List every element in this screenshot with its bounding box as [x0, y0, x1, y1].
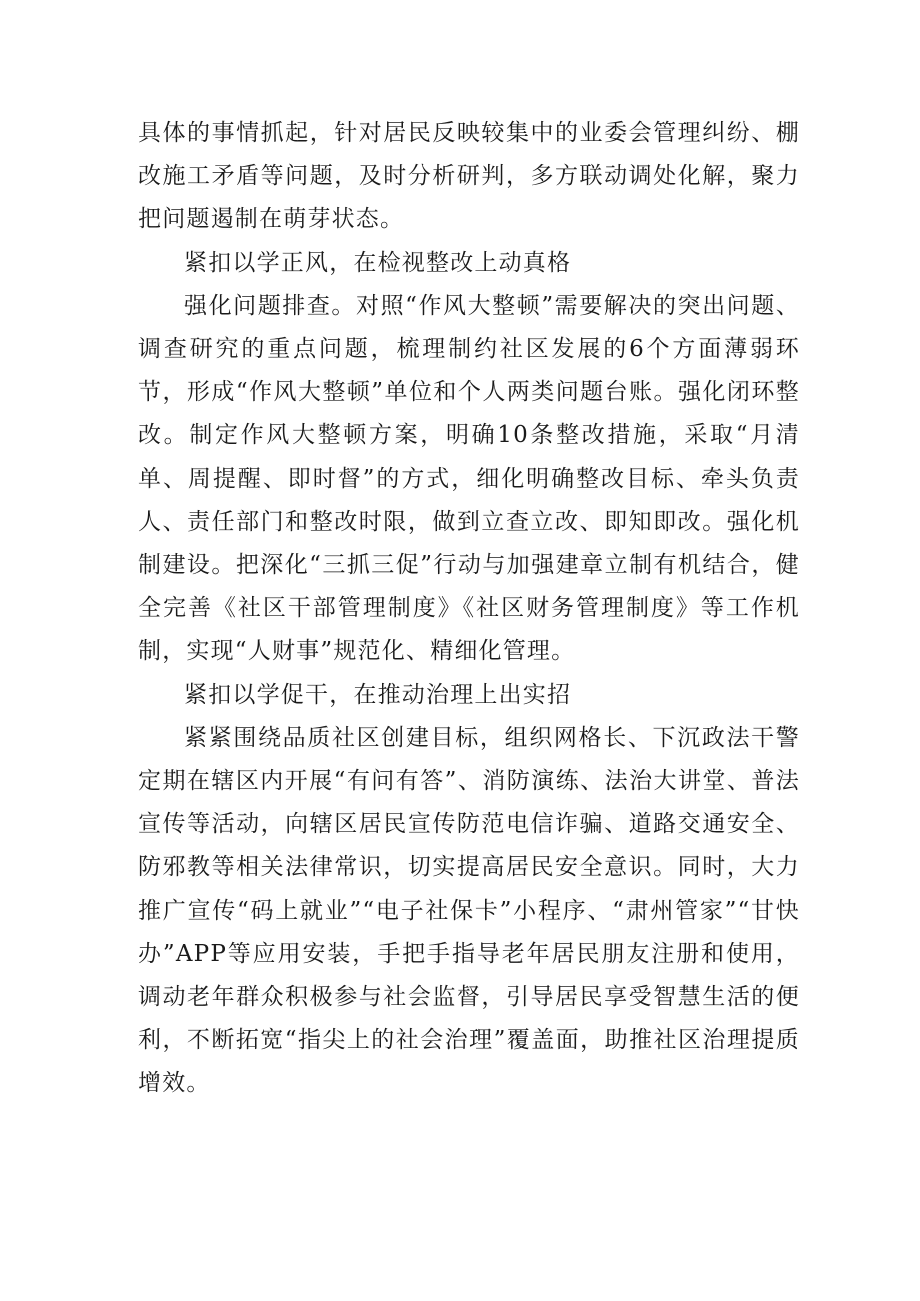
paragraph-continued: 具体的事情抓起，针对居民反映较集中的业委会管理纠纷、棚改施工矛盾等问题，及时分析研判，多方联动调处化解，聚力把问题遏制在萌芽状态。	[138, 120, 800, 233]
paragraph-rectification: 强化问题排查。对照“作风大整顿”需要解决的突出问题、调查研究的重点问题，梳理制约社区发展的6个方面薄弱环节，形成“作风大整顿”单位和个人两类问题台账。强化闭环整改。制定作风大整顿方案，明确10条整改措施，采取“月清单、周提醒、即时督”的方式，细化明确整改目标、牵头负责人、责任部门和整改时限，做到立查立改、即知即改。强化机制建设。把深化“三抓三促”行动与加强建章立制有机结合，健全完善《社区干部管理制度》《社区财务管理制度》等工作机制，实现“人财事”规范化、精细化管理。	[138, 292, 800, 665]
document-body	[138, 112, 800, 1106]
paragraph-governance: 紧紧围绕品质社区创建目标，组织网格长、下沉政法干警定期在辖区内开展“有问有答”、消防演练、法治大讲堂、普法宣传等活动，向辖区居民宣传防范电信诈骗、道路交通安全、防邪教等相关法律常识，切实提高居民安全意识。同时，大力推广宣传“码上就业”“电子社保卡”小程序、“肃州管家”“甘快办”APP等应用安装，手把手指导老年居民朋友注册和使用，调动老年群众积极参与社会监督，引导居民享受智慧生活的便利，不断拓宽“指尖上的社会治理”覆盖面，助推社区治理提质增效。	[138, 724, 800, 1097]
section-heading-rectification: 紧扣以学正风，在检视整改上动真格	[184, 249, 572, 276]
section-heading-governance: 紧扣以学促干，在推动治理上出实招	[184, 681, 572, 708]
